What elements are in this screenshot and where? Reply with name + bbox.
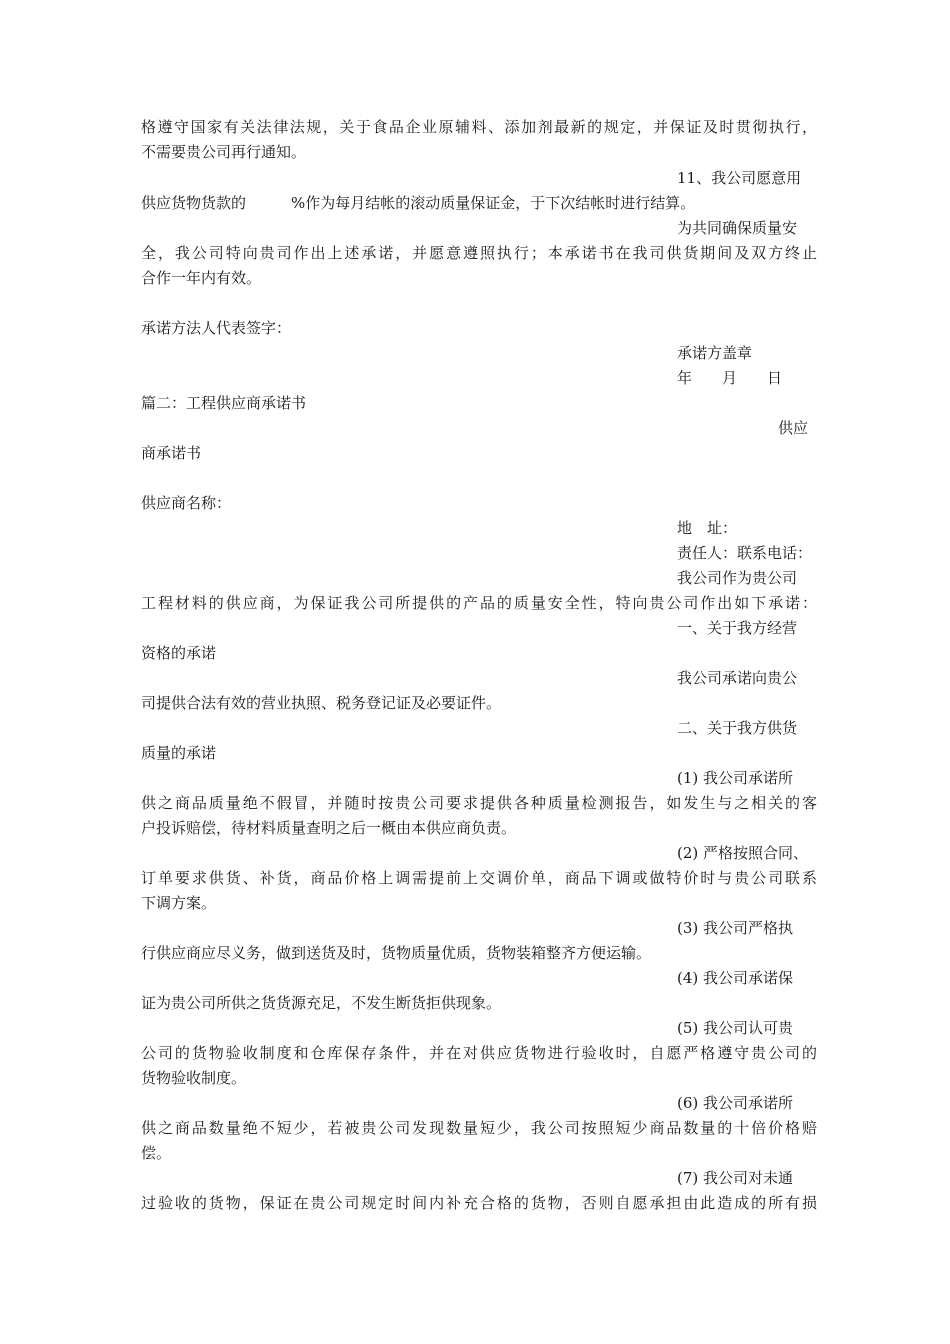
text-line: (6) 我公司承诺所 xyxy=(677,1094,794,1112)
text-line: 供应 xyxy=(778,419,809,437)
text-line: 一、关于我方经营 xyxy=(677,619,798,637)
address-label: 地 址： xyxy=(677,519,738,537)
text-line: 合作一年内有效。 xyxy=(141,269,262,287)
text-line: (4) 我公司承诺保 xyxy=(677,969,794,987)
text-line: 为共同确保质量安 xyxy=(677,219,798,237)
text-line: 供之商品数量绝不短少，若被贵公司发现数量短少，我公司按照短少商品数量的十倍价格赔 xyxy=(141,1119,817,1137)
text-line: 货物验收制度。 xyxy=(141,1069,247,1087)
text-line: (3) 我公司严格执 xyxy=(677,919,794,937)
text-line: 资格的承诺 xyxy=(141,644,217,662)
text-line: 过验收的货物，保证在贵公司规定时间内补充合格的货物，否则自愿承担由此造成的所有损 xyxy=(141,1194,817,1212)
text-line: 我公司作为贵公司 xyxy=(677,569,798,587)
text-line: 格遵守国家有关法律法规，关于食品企业原辅料、添加剂最新的规定，并保证及时贯彻执行， xyxy=(141,118,817,136)
text-line: (2) 严格按照合同、 xyxy=(677,844,809,862)
text-line: (7) 我公司对未通 xyxy=(677,1169,794,1187)
supplier-name-label: 供应商名称： xyxy=(141,494,232,512)
text-line: 行供应商应尽义务，做到送货及时，货物质量优质，货物装箱整齐方便运输。 xyxy=(141,944,652,962)
text-line: 质量的承诺 xyxy=(141,744,217,762)
text-line: 下调方案。 xyxy=(141,894,217,912)
text-line: 供应货物货款的 %作为每月结帐的滚动质量保证金，于下次结帐时进行结算。 xyxy=(141,194,696,212)
section-title: 篇二：工程供应商承诺书 xyxy=(141,394,307,412)
text-line: 偿。 xyxy=(141,1144,172,1162)
text-line: 商承诺书 xyxy=(141,444,202,462)
text-line: (1) 我公司承诺所 xyxy=(677,769,794,787)
text-line: 11、我公司愿意用 xyxy=(677,169,802,187)
text-line: 公司的货物验收制度和仓库保存条件，并在对供应货物进行验收时，自愿严格遵守贵公司的 xyxy=(141,1044,817,1062)
seal-label: 承诺方盖章 xyxy=(677,344,753,362)
text-line: 全，我公司特向贵司作出上述承诺，并愿意遵照执行；本承诺书在我司供货期间及双方终止 xyxy=(141,244,817,262)
text-line: 司提供合法有效的营业执照、税务登记证及必要证件。 xyxy=(141,694,502,712)
date-label: 年 月 日 xyxy=(677,369,783,387)
text-line: 订单要求供货、补货，商品价格上调需提前上交调价单，商品下调或做特价时与贵公司联系 xyxy=(141,869,817,887)
text-line: 户投诉赔偿，待材料质量查明之后一概由本供应商负责。 xyxy=(141,819,517,837)
text-line: 二、关于我方供货 xyxy=(677,719,798,737)
text-line: 我公司承诺向贵公 xyxy=(677,669,798,687)
contact-label: 责任人：联系电话： xyxy=(677,544,813,562)
text-line: 供之商品质量绝不假冒，并随时按贵公司要求提供各种质量检测报告，如发生与之相关的客 xyxy=(141,794,817,812)
text-line: 不需要贵公司再行通知。 xyxy=(141,143,307,161)
signature-label: 承诺方法人代表签字： xyxy=(141,319,292,337)
text-line: 工程材料的供应商，为保证我公司所提供的产品的质量安全性，特向贵公司作出如下承诺： xyxy=(141,594,817,612)
text-line: (5) 我公司认可贵 xyxy=(677,1019,794,1037)
text-line: 证为贵公司所供之货货源充足，不发生断货拒供现象。 xyxy=(141,994,502,1012)
